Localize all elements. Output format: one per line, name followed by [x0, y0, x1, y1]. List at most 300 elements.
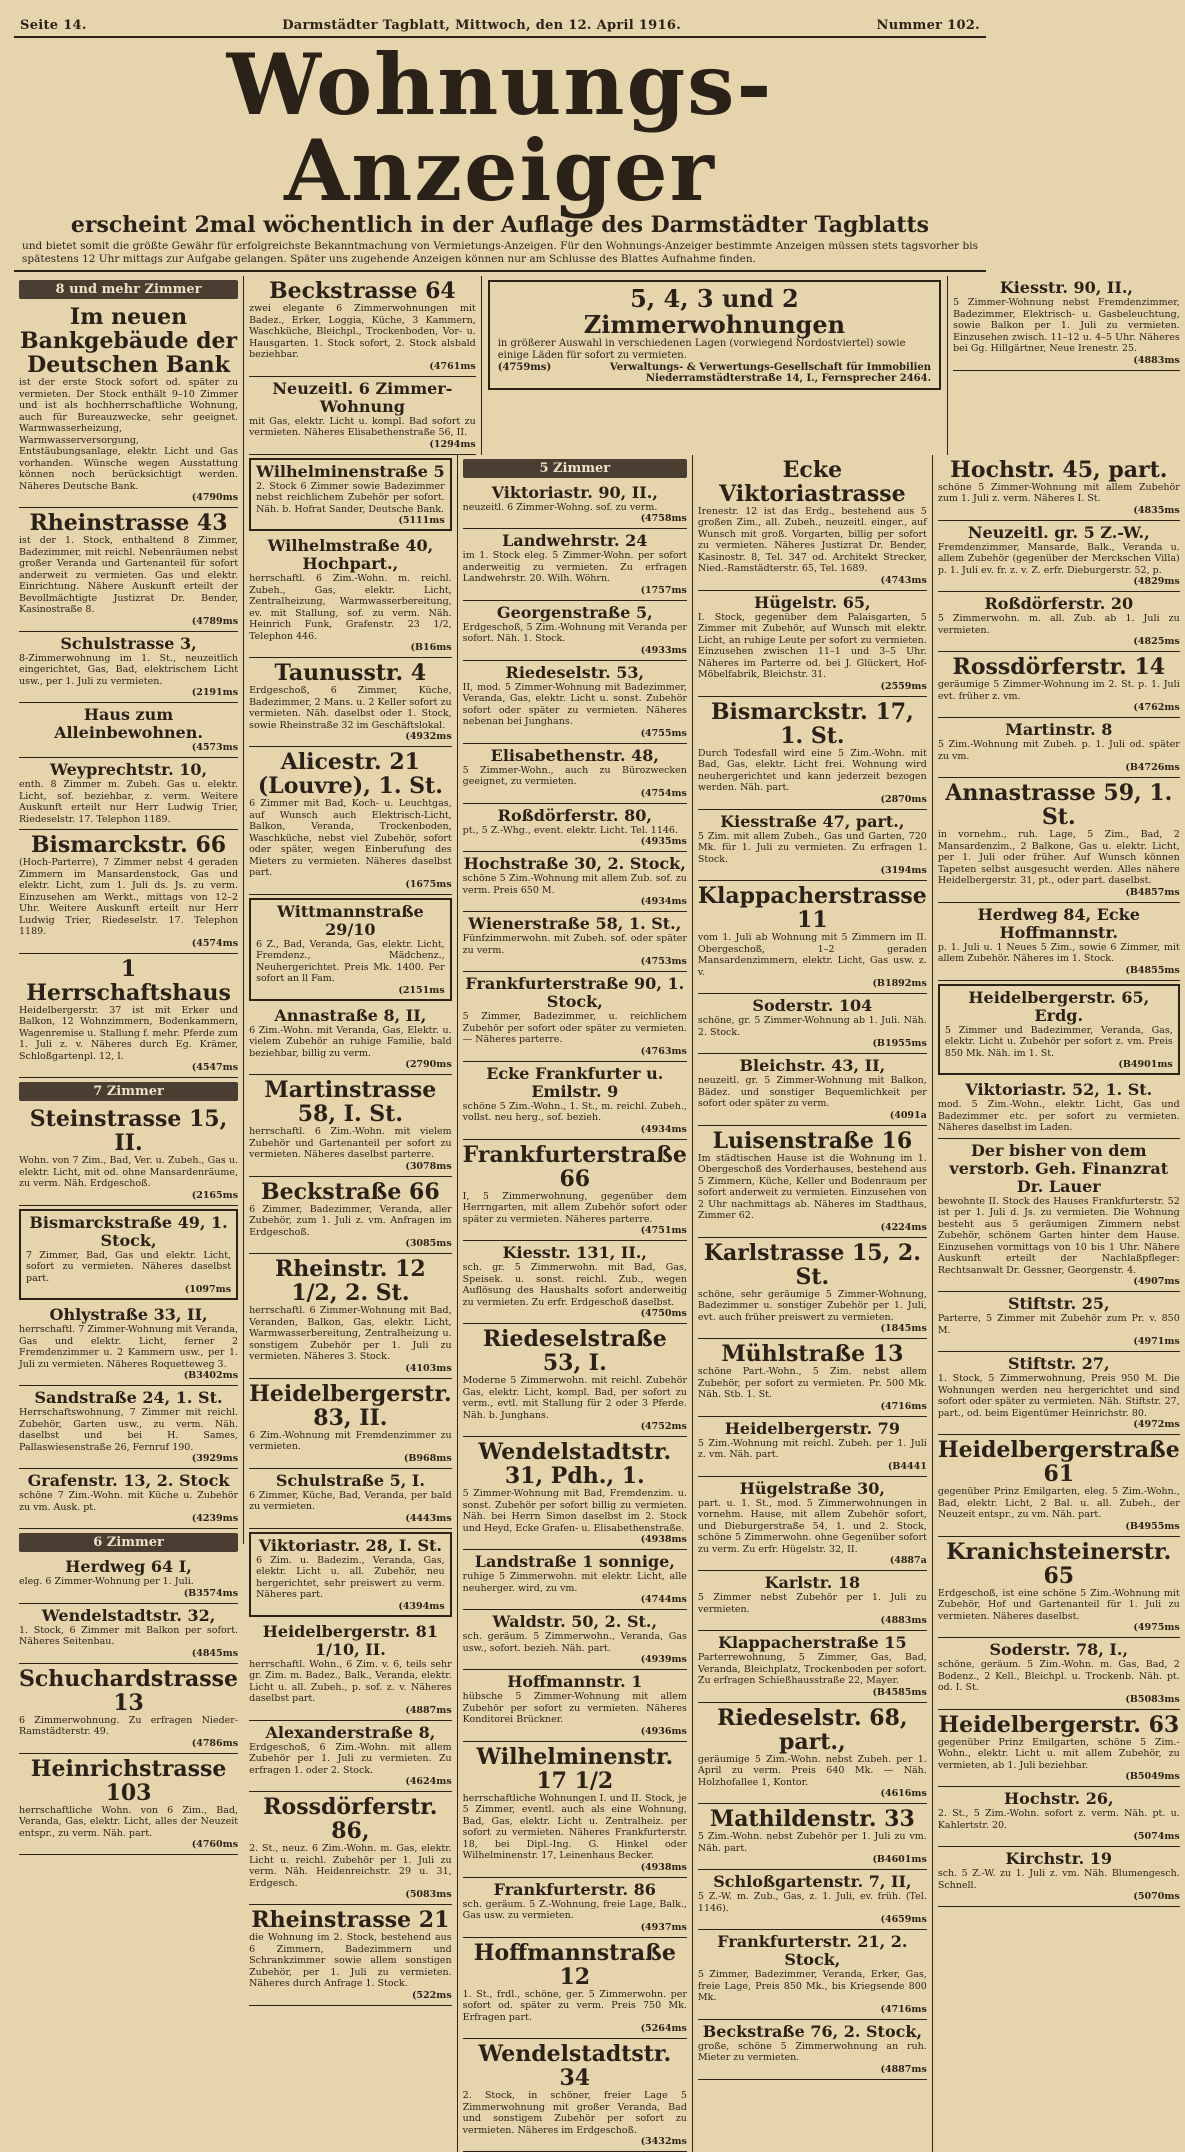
ad-code: (4938ms — [463, 1534, 687, 1545]
classified-ad — [938, 592, 1180, 652]
ad-body: 5 Zimmer nebst Zubehör per 1. Juli zu vermieten. — [698, 1592, 927, 1615]
ad-heading: Martinstr. 8 — [938, 721, 1180, 739]
ad-heading: Hügelstraße 30, — [698, 1480, 927, 1498]
ad-body: schöne, gr. 5 Zimmer-Wohnung ab 1. Juli. Näh. 2. Stock. — [698, 1015, 927, 1038]
classified-ad — [249, 1721, 452, 1793]
ad-heading: Kiesstr. 90, II., — [953, 279, 1180, 297]
banner-code: (4759ms) — [498, 362, 552, 373]
column-2 — [244, 455, 458, 2152]
ad-heading: Ohlystraße 33, II, — [19, 1306, 238, 1324]
ad-body: 2. St., neuz. 6 Zim.-Wohn. m. Gas, elektr. Licht u. reichl. Zubehör per 1. Juli zu verm. Näh. Heidenreichstr. 29 u. 31, Erdgesch. — [249, 1843, 452, 1889]
ad-heading: Im neuen Bankgebäude der Deutschen Bank — [19, 305, 238, 377]
ad-heading: Georgenstraße 5, — [463, 604, 687, 622]
ad-body: enth. 8 Zimmer m. Zubeh. Gas u. elektr. Licht, sof. beziehbar, z. verm. Weitere Auskunft erteilt nur Herr Ludwig Trier, Riedeselstr. 17. Telephon 1189. — [19, 779, 238, 825]
ad-heading: Frankfurterstraße 66 — [463, 1143, 687, 1191]
ad-code: (2559ms — [698, 681, 927, 692]
right-area — [244, 276, 1185, 1544]
ad-heading: Bismarckstraße 49, 1. Stock, — [26, 1214, 231, 1250]
ad-body: Erdgeschoß, 5 Zim.-Wohnung mit Veranda per sofort. Näh. 1. Stock. — [463, 622, 687, 645]
ad-body: 6 Zimmerwohnung. Zu erfragen Nieder-Ramstädterstr. 49. — [19, 1715, 238, 1738]
ad-heading: 1 Herrschaftshaus — [19, 957, 238, 1005]
classified-ad — [249, 658, 452, 747]
classified-ad — [19, 1604, 238, 1664]
classified-ad — [463, 1938, 687, 2040]
ad-code: (B968ms — [249, 1453, 452, 1464]
ad-body: ist der erste Stock sofort od. später zu vermieten. Der Stock enthält 9–10 Zimmer und ist als hochherrschaftliche Wohnung, auch für Bureauzwecke, sehr geeignet. Warmwasserheizung, Warmwasserversorgung, Entstäubungsanlage, elektr. Licht und Gas vorhanden. Wünsche wegen Ausstattung können noch berücksichtigt werden. Näheres Deutsche Bank. — [19, 377, 238, 492]
banner-company: Verwaltungs- & Verwertungs-Gesellschaft für Immobilien — [610, 362, 931, 373]
ad-code: (4887ms — [249, 1705, 452, 1716]
classified-ad — [463, 912, 687, 972]
classified-ad — [938, 778, 1180, 903]
classified-ad — [698, 994, 927, 1054]
ad-heading: Schulstraße 5, I. — [249, 1472, 452, 1490]
ad-heading: Beckstraße 76, 2. Stock, — [698, 2023, 927, 2041]
ad-heading: Neuzeitl. gr. 5 Z.-W., — [938, 524, 1180, 542]
classified-ad — [938, 521, 1180, 593]
ad-body: vom 1. Juli ab Wohnung mit 5 Zimmern im II. Obergeschoß, 1–2 geraden Mansardenzimmern, elektr. Licht, Gas usw. z. v. — [698, 932, 927, 978]
ad-heading: Heidelbergerstr. 79 — [698, 1420, 927, 1438]
ad-heading: Wilhelmstraße 40, Hochpart., — [249, 537, 452, 573]
ad-code: (B4855ms — [938, 965, 1180, 976]
ad-body: I, 5 Zimmerwohnung, gegenüber dem Herrngarten, mit allem Zubehör sofort oder später zu vermieten. Näheres parterre. — [463, 1191, 687, 1226]
ad-code: (4934ms — [463, 1124, 687, 1135]
classified-ad — [938, 718, 1180, 778]
ad-code: (4763ms — [463, 1046, 687, 1057]
ad-code: (4752ms — [463, 1421, 687, 1432]
issue-number: Nummer 102. — [877, 18, 980, 33]
classified-ad — [19, 1303, 238, 1386]
classified-ad — [463, 1878, 687, 1938]
ad-body: (Hoch-Parterre), 7 Zimmer nebst 4 geraden Zimmern im Mansardenstock, Gas und elektr. Licht, zum 1. Juli ds. Js. zu verm. Einzusehen am Werkt., mittags von 12–2 Uhr. Weitere Auskunft erteilt nur Herr Ludwig Trier, Riedeselstr. 17. Telephon 1189. — [19, 857, 238, 938]
ad-code: (4239ms — [19, 1513, 238, 1524]
ad-heading: Beckstrasse 64 — [249, 279, 476, 303]
classified-ad — [463, 1437, 687, 1550]
ad-body: 5 Zimmer-Wohnung nebst Fremdenzimmer, Badezimmer, Elektrisch- u. Gasbeleuchtung, sowie Balkon per 1. Juli zu vermieten. Einzusehen zwisch. 11–12 u. 4–5 Uhr. Näheres bei Gg. Hillgärtner, Neue Irenestr. 25. — [953, 297, 1180, 355]
ad-code: (4789ms — [19, 616, 238, 627]
ad-body: Parterrewohnung, 5 Zimmer, Gas, Bad, Veranda, Bleichplatz, Trockenboden per sofort. Zu erfragen Schießhausstraße 22, Mayer. — [698, 1652, 927, 1687]
classified-ad — [19, 508, 238, 632]
classified-ad — [463, 601, 687, 661]
ad-code: (B4857ms — [938, 887, 1180, 898]
banner-title: 5, 4, 3 und 2 Zimmerwohnungen — [498, 286, 931, 338]
ad-code: (4750ms — [463, 1308, 687, 1319]
ad-body: I. Stock, gegenüber dem Palaisgarten, 5 Zimmer mit Zubehör, auf Wunsch mit elektr. Licht, an ruhige Leute per sofort zu vermieten. Einzusehen zwischen 11–1 und 3–5 Uhr. Näheres im Parterre od. bei J. Glückert, Hof-Möbelfabrik, Bleichstr. 31. — [698, 612, 927, 681]
ad-code: (4887a — [698, 1555, 927, 1566]
ad-heading: Hochstraße 30, 2. Stock, — [463, 855, 687, 873]
classified-ad — [249, 458, 452, 532]
ad-code: (B4955ms — [938, 1521, 1180, 1532]
ad-body: im 1. Stock eleg. 5 Zimmer-Wohn. per sofort anderweitig zu vermieten. Zu erfragen Landwehrstr. 20. Wilh. Wöhrn. — [463, 550, 687, 585]
classified-ad — [938, 1435, 1180, 1537]
ad-heading: Grafenstr. 13, 2. Stock — [19, 1472, 238, 1490]
classified-ad — [698, 591, 927, 697]
classified-ad — [698, 1703, 927, 1805]
classified-ad — [249, 1177, 452, 1255]
ad-body: 5 Zimmer, Badezimmer, Veranda, Erker, Gas, freie Lage, Preis 850 Mk., bis Kriegsende 800 Mk. — [698, 1969, 927, 2004]
classified-ad — [698, 697, 927, 810]
ad-code: (4972ms — [938, 1419, 1180, 1430]
ad-heading: Taunusstr. 4 — [249, 661, 452, 685]
ad-code: (4932ms — [249, 731, 452, 742]
ad-code: (4936ms — [463, 1726, 687, 1737]
ad-code: (2151ms — [256, 985, 445, 996]
ad-heading: Karlstr. 18 — [698, 1574, 927, 1592]
ad-body: 8-Zimmerwohnung im 1. St., neuzeitlich eingerichtet, Gas, Bad, elektrischem Licht usw., per 1. Juli zu vermieten. — [19, 653, 238, 688]
classified-ad — [463, 1610, 687, 1670]
ad-code: (1845ms — [698, 1323, 927, 1334]
ad-body: herrschaftl. 6 Zimmer-Wohnung mit Bad, Veranden, Balkon, Gas, elektr. Licht, Warmwasserbereitung, Zentralheizung u. sonstigem Zubehör per 1. Juli zu vermieten. Näheres 3. Stock. — [249, 1305, 452, 1363]
classified-ad — [249, 1532, 452, 1617]
ad-code: (4762ms — [938, 702, 1180, 713]
ad-body: mod. 5 Zim.-Wohn., elektr. Licht, Gas und Badezimmer etc. per sofort zu vermieten. Näheres daselbst im Laden. — [938, 1099, 1180, 1134]
ad-heading: Hochstr. 26, — [938, 1790, 1180, 1808]
classified-ad — [938, 1292, 1180, 1352]
ad-body: 2. Stock, in schöner, freier Lage 5 Zimmerwohnung mit großer Veranda, Bad und sonstigem Zubehör per sofort zu vermieten. Näheres im Erdgeschoß. — [463, 2090, 687, 2136]
ad-body: Heidelbergerstr. 37 ist mit Erker und Balkon, 12 Wohnzimmern, Bodenkammern, Wagenremise u. Stallung f. mehr. Pferde zum 1. Juli z. v. Näheres durch Eg. Krämer, Schloßgartenpl. 12, I. — [19, 1005, 238, 1063]
ad-code: (3194ms — [698, 865, 927, 876]
ad-body: 1. St., frdl., schöne, ger. 5 Zimmerwohn. per sofort od. später zu verm. Preis 750 Mk. Erfragen part. — [463, 1989, 687, 2024]
classified-ad — [249, 377, 476, 455]
ad-body: 5 Zimmer, Badezimmer, u. reichlichem Zubehör per sofort oder später zu vermieten. — Näheres parterre. — [463, 1011, 687, 1046]
banner-company-row — [498, 362, 931, 373]
classified-ad — [698, 1804, 927, 1870]
ad-body: part. u. 1. St., mod. 5 Zimmerwohnungen in vornehm. Hause, mit allem Zubehör sofort, und Dieburgerstraße 54, 1. und 2. Stock, schöne 5 Zimmerwohn. ohne Gegenüber sofort zu verm. Zu erfr. Hügelstr. 32, II. — [698, 1498, 927, 1556]
masthead-intro: und bietet somit die größte Gewähr für erfolgreichste Bekanntmachung von Vermietungs-Anzeigen. Für den Wohnungs-Anzeiger bestimmte Anzeigen müssen stets tagsvorher bis spätestens 12 Uhr mittags zur Aufgabe gelangen. Später uns zugehende Anzeigen können nur am Schlusse des Blattes Aufnahme finden. — [14, 238, 986, 272]
ad-body: 6 Z., Bad, Veranda, Gas, elektr. Licht, Fremdenz., Mädchenz., Neuhergerichtet. Preis Mk. 1400. Per sofort an ll Fam. — [256, 939, 445, 985]
ad-code: (522ms — [249, 1990, 452, 2001]
classified-ad — [698, 1631, 927, 1703]
classified-ad — [463, 1550, 687, 1610]
ad-body: eleg. 6 Zimmer-Wohnung per 1. Juli. — [19, 1576, 238, 1588]
ad-code: (4937ms — [463, 1922, 687, 1933]
ad-body: 2. Stock 6 Zimmer sowie Badezimmer nebst reichlichem Zubehör per sofort. Näh. b. Hofrat Sander, Deutsche Bank. — [256, 481, 445, 516]
ad-heading: Steinstrasse 15, II. — [19, 1107, 238, 1155]
ad-body: Erdgeschoß, 6 Zimmer, Küche, Badezimmer, 2 Mans. u. 2 Keller sofort zu vermieten. Näh. daselbst oder 1. Stock, sowie Rheinstraße 32 im Geschäftslokal. — [249, 685, 452, 731]
ad-code: (5074ms — [938, 1831, 1180, 1842]
ad-heading: Wilhelminenstr. 17 1/2 — [463, 1745, 687, 1793]
ad-code: (B3402ms — [19, 1370, 238, 1381]
ad-heading: Elisabethenstr. 48, — [463, 747, 687, 765]
ad-heading: Frankfurterstraße 90, 1. Stock, — [463, 975, 687, 1011]
ad-heading: Riedeselstraße 53, I. — [463, 1327, 687, 1375]
ad-code: (5111ms — [256, 515, 445, 526]
ad-code: (B4441 — [698, 1461, 927, 1472]
classified-ad — [698, 1870, 927, 1930]
ad-heading: Kranichsteinerstr. 65 — [938, 1540, 1180, 1588]
ad-heading: Ecke Viktoriastrasse — [698, 458, 927, 506]
ad-code: (2870ms — [698, 794, 927, 805]
classified-ad — [698, 1930, 927, 2020]
ad-code: (2165ms — [19, 1190, 238, 1201]
ad-heading: Wendelstadtstr. 31, Pdh., 1. — [463, 1440, 687, 1488]
ad-heading: Sandstraße 24, 1. St. — [19, 1389, 238, 1407]
header-line — [14, 10, 986, 38]
ad-body: herrschaftl. 6 Zim.-Wohn. m. reichl. Zubeh., Gas, elektr. Licht, Zentralheizung, Warmwasserbereitung, ev. mit Stallung, sof. zu verm. Näh. Heinrich Funk, Grafenstr. 23 1/2, Telephon 446. — [249, 573, 452, 642]
ad-body: Erdgeschoß, ist eine schöne 5 Zim.-Wohnung mit Zubehör, Hof und Gartenanteil für 1. Juli zu vermieten. Näheres daselbst. — [938, 1588, 1180, 1623]
ad-body: sch. geräum. 5 Zimmerwohn., Veranda, Gas usw., sofort. bezieh. Näh. part. — [463, 1631, 687, 1654]
classified-ad — [19, 1555, 238, 1604]
classified-ad — [463, 1742, 687, 1878]
classified-ad — [463, 972, 687, 1062]
masthead-subtitle: erscheint 2mal wöchentlich in der Auflage des Darmstädter Tagblatts — [14, 212, 986, 238]
ad-heading: Soderstr. 104 — [698, 997, 927, 1015]
classified-ad — [463, 2039, 687, 2152]
ad-body: ruhige 5 Zimmerwohn. mit elektr. Licht, alle neuherger. wird, zu vm. — [463, 1571, 687, 1594]
ad-body: in vornehm., ruh. Lage, 5 Zim., Bad, 2 Mansardenzim., 2 Balkone, Gas u. elektr. Licht, per 1. Juli oder früher. Auf Wunsch können Tapeten selbst ausgesucht werden. Alles nähere Heidelbergerstr. 31, pt., oder part. daselbst. — [938, 829, 1180, 887]
ad-body: 6 Zim.-Wohnung mit Fremdenzimmer zu vermieten. — [249, 1430, 452, 1453]
column-3 — [458, 455, 693, 2152]
classified-ad — [249, 1905, 452, 2006]
classified-ad — [938, 1078, 1180, 1139]
ad-heading: Heidelbergerstraße 61 — [938, 1438, 1180, 1486]
classified-ad — [19, 1754, 238, 1856]
ad-heading: Stiftstr. 27, — [938, 1355, 1180, 1373]
ad-heading: Rheinstrasse 21 — [249, 1908, 452, 1932]
ad-code: (B4585ms — [698, 1687, 927, 1698]
ad-body: 5 Zimmerwohn. m. all. Zub. ab 1. Juli zu vermieten. — [938, 613, 1180, 636]
classified-ad — [938, 1787, 1180, 1847]
ad-body: herrschaftl. 7 Zimmer-Wohnung mit Veranda, Gas und elektr. Licht, ferner 2 Fremdenzimmer u. 2 Kammern usw., per 1. Juli zu vermieten. Näheres Roquetteweg 3. — [19, 1324, 238, 1370]
ad-heading: Wittmannstraße 29/10 — [256, 903, 445, 939]
masthead-title: Wohnungs-Anzeiger — [14, 42, 986, 214]
classified-ad — [938, 1537, 1180, 1639]
ad-body: schöne 5 Zim.-Wohnung mit allem Zub. sof. zu verm. Preis 650 M. — [463, 873, 687, 896]
banner-address: Niederramstädterstraße 14, I., Fernsprecher 2464. — [498, 373, 931, 384]
ad-body: geräumige 5 Zimmer-Wohnung im 2. St. p. 1. Juli evt. früher z. vm. — [938, 679, 1180, 702]
ad-body: schöne 7 Zim.-Wohn. mit Küche u. Zubehör zu vm. Ausk. pt. — [19, 1490, 238, 1513]
ad-heading: Viktoriastr. 28, I. St. — [256, 1537, 445, 1555]
ad-code: (4786ms — [19, 1738, 238, 1749]
ad-code: (B16ms — [249, 642, 452, 653]
ad-heading: Viktoriastr. 52, 1. St. — [938, 1081, 1180, 1099]
ad-body: 5 Zim.-Wohnung mit Zubeh. p. 1. Juli od. später zu vm. — [938, 739, 1180, 762]
dateline: Darmstädter Tagblatt, Mittwoch, den 12. April 1916. — [282, 18, 681, 33]
ad-heading: Heidelbergerstr. 81 1/10, II. — [249, 1623, 452, 1659]
ad-heading: Mathildenstr. 33 — [698, 1807, 927, 1831]
ad-heading: Hoffmannstr. 1 — [463, 1673, 687, 1691]
classified-ad — [249, 1075, 452, 1177]
ad-heading: Schulstrasse 3, — [19, 635, 238, 653]
classified-ad — [19, 703, 238, 758]
ad-body: Fremdenzimmer, Mansarde, Balk., Veranda u. allem Zubehör (gegenüber der Merckschen Villa) p. 1. Juli ev. fr. z. v. Z. erfr. Dieburgerstr. 52, p. — [938, 542, 1180, 577]
ad-body: herrschaftliche Wohn. von 6 Zim., Bad, Veranda, Gas, elektr. Licht, alles der Neuzeit entspr., zu verm. Näh. part. — [19, 1805, 238, 1840]
ad-heading: Wendelstadtstr. 34 — [463, 2042, 687, 2090]
ad-body: zwei elegante 6 Zimmerwohnungen mit Badez., Erker, Loggia, Küche, 3 Kammern, Waschküche, Bleichpl., Trockenboden, Vor- u. Hausgarten. 1. Stock sofort, 2. Stock alsbald beziehbar. — [249, 303, 476, 361]
ad-code: (4394ms — [256, 1601, 445, 1612]
classified-ad — [19, 1664, 238, 1754]
classified-ad — [19, 954, 238, 1079]
ad-body: 6 Zim. u. Badezim., Veranda, Gas, elektr. Licht u. all. Zubehör, neu hergerichtet, sehr preiswert zu verm. Näheres part. — [256, 1555, 445, 1601]
ad-code: (2191ms — [19, 687, 238, 698]
ad-body: Parterre, 5 Zimmer mit Zubehör zum Pr. v. 850 M. — [938, 1313, 1180, 1336]
ad-code: (3929ms — [19, 1453, 238, 1464]
classified-ad — [19, 632, 238, 704]
classified-ad — [463, 481, 687, 530]
ad-body: p. 1. Juli u. 1 Neues 5 Zim., sowie 6 Zimmer, mit allem Zubehör. Näheres im 1. Stock. — [938, 942, 1180, 965]
ad-heading: Alexanderstraße 8, — [249, 1724, 452, 1742]
ad-body: große, schöne 5 Zimmerwohnung an ruh. Mieter zu vermieten. — [698, 2041, 927, 2064]
classified-ad — [249, 1469, 452, 1529]
ad-heading: Riedeselstr. 68, part., — [698, 1706, 927, 1754]
ad-body: gegenüber Prinz Emilgarten, schöne 5 Zim.-Wohn., elektr. Licht u. mit allem Zubehör, zu vermieten, ab 1. Juli beziehbar. — [938, 1737, 1180, 1772]
ad-code: (4845ms — [19, 1648, 238, 1659]
ad-code: (4887ms — [698, 2064, 927, 2075]
ad-body: sch. 5 Z.-W. zu 1. Juli z. vm. Näh. Blumengesch. Schnell. — [938, 1868, 1180, 1891]
ad-code: (4754ms — [463, 788, 687, 799]
ad-code: (4743ms — [698, 575, 927, 586]
classified-ad — [19, 1209, 238, 1301]
ad-body: sch. geräum. 5 Z.-Wohnung, freie Lage, Balk., Gas usw. zu vermieten. — [463, 1899, 687, 1922]
ad-code: (4758ms — [463, 513, 687, 524]
ad-code: (B4601ms — [698, 1854, 927, 1865]
ad-body: 6 Zim.-Wohn. mit Veranda, Gas, Elektr. u. vielem Zubehör an ruhige Familie, bald beziehbar, billig zu verm. — [249, 1025, 452, 1060]
ad-heading: Annastraße 8, II, — [249, 1007, 452, 1025]
ad-heading: Bismarckstr. 66 — [19, 833, 238, 857]
ad-heading: Wilhelminenstraße 5 — [256, 463, 445, 481]
ad-code: (4573ms — [19, 742, 238, 753]
ad-code: (4883ms — [953, 355, 1180, 366]
ad-code: (4744ms — [463, 1594, 687, 1605]
classified-ad — [249, 1379, 452, 1469]
column-5 — [933, 455, 1185, 2152]
ad-body: 7 Zimmer, Bad, Gas und elektr. Licht, sofort zu vermieten. Näheres daselbst part. — [26, 1250, 231, 1285]
ad-heading: Waldstr. 50, 2. St., — [463, 1613, 687, 1631]
classified-ad — [249, 898, 452, 1001]
ad-body: herrschaftliche Wohnungen I. und II. Stock, je 5 Zimmer, eventl. auch als eine Wohnung, Bad, Gas, elektr. Licht u. Zentralheiz. per sofort zu vermieten. Näheres Frankfurterstr. 18, bei Dipl.-Ing. G. Hinkel oder Wilhelminenstr. 17, Leinenhaus Becker. — [463, 1793, 687, 1862]
ad-heading: Roßdörferstr. 20 — [938, 595, 1180, 613]
ad-code: (4616ms — [698, 1788, 927, 1799]
ad-heading: Wendelstadtstr. 32, — [19, 1607, 238, 1625]
ad-code: (1294ms — [249, 439, 476, 450]
classified-ad — [698, 1126, 927, 1238]
classified-ad — [938, 1638, 1180, 1710]
newspaper-page — [14, 10, 986, 1510]
classified-ad — [698, 1417, 927, 1477]
classified-ad — [19, 1469, 238, 1529]
ad-heading: Schloßgartenstr. 7, II, — [698, 1873, 927, 1891]
ad-body: Fünfzimmerwohn. mit Zubeh. sof. oder später zu verm. — [463, 933, 687, 956]
ad-code: (3078ms — [249, 1161, 452, 1172]
ad-code: (B4901ms — [945, 1059, 1173, 1070]
ad-body: die Wohnung im 2. Stock, bestehend aus 6 Zimmern, Badezimmern und Schrankzimmer sowie allem sonstigen Zubehör, per 1. Juli zu vermieten. Näheres durch Anfrage 1. Stock. — [249, 1932, 452, 1990]
ad-code: (B1892ms — [698, 978, 927, 989]
classified-ad — [19, 1104, 238, 1206]
ad-code: (5070ms — [938, 1891, 1180, 1902]
ad-body: Moderne 5 Zimmerwohn. mit reichl. Zubehör Gas, elektr. Licht, kompl. Bad, per sofort zu verm., evtl. mit Stallung für 2 oder 3 Pferde. Näh. b. Junghans. — [463, 1375, 687, 1421]
ad-code: (4835ms — [938, 505, 1180, 516]
ad-body: 6 Zimmer, Badezimmer, Veranda, aller Zubehör, zum 1. Juli z. vm. Anfragen im Erdgeschoß. — [249, 1204, 452, 1239]
ad-code: (4091a — [698, 1110, 927, 1121]
ad-heading: Karlstrasse 15, 2. St. — [698, 1241, 927, 1289]
section-5-zimmer: 5 Zimmer — [463, 459, 687, 478]
ad-heading: Klappacherstrasse 11 — [698, 884, 927, 932]
ad-code: (B1955ms — [698, 1038, 927, 1049]
section-8-zimmer: 8 und mehr Zimmer — [19, 280, 238, 299]
ad-code: (2790ms — [249, 1059, 452, 1070]
ad-code: (4753ms — [463, 956, 687, 967]
ad-body: schöne, sehr geräumige 5 Zimmer-Wohnung, Badezimmer u. sonstiger Zubehör per 1. Juli, evt. auch früher preiswert zu vermieten. — [698, 1289, 927, 1324]
ad-code: (4443ms — [249, 1513, 452, 1524]
ad-heading: Viktoriastr. 90, II., — [463, 484, 687, 502]
ad-body: Durch Todesfall wird eine 5 Zim.-Wohn. mit Bad, Gas, elektr. Licht frei. Wohnung wird neuhergerichtet und kann jederzeit bezogen werden. Näh. part. — [698, 748, 927, 794]
classified-ad — [698, 810, 927, 882]
ad-body: 1. Stock, 5 Zimmerwohnung, Preis 950 M. Die Wohnungen werden neu hergerichtet und sind sofort oder später zu vermieten. Näh. Stiftstr. 27, part., od. beim Eigentümer Heinrichstr. 80. — [938, 1373, 1180, 1419]
classified-ad — [698, 1339, 927, 1417]
classified-ad — [249, 534, 452, 658]
ad-code: (4975ms — [938, 1622, 1180, 1633]
ad-heading: Hügelstr. 65, — [698, 594, 927, 612]
ad-body: pt., 5 Z.-Whg., event. elektr. Licht. Tel. 1146. — [463, 825, 687, 837]
column-5-top — [947, 276, 1185, 455]
ad-code: (4829ms — [938, 576, 1180, 587]
classified-ad — [938, 984, 1180, 1076]
ad-body: 5 Zim.-Wohnung mit reichl. Zubeh. per 1. Juli z. vm. Näh. part. — [698, 1438, 927, 1461]
classified-ad — [698, 455, 927, 591]
classified-ad — [463, 852, 687, 912]
ad-heading: Rheinstr. 12 1/2, 2. St. — [249, 1257, 452, 1305]
ad-heading: Rheinstrasse 43 — [19, 511, 238, 535]
classified-ad — [19, 1386, 238, 1469]
ad-body: Wohn. von 7 Zim., Bad, Ver. u. Zubeh., Gas u. elektr. Licht, mit od. ohne Mansardenräume, zu verm. Näh. Erdgeschoß. — [19, 1155, 238, 1190]
ad-code: (5264ms — [463, 2023, 687, 2034]
ad-heading: Schuchardstrasse 13 — [19, 1667, 238, 1715]
classified-ad — [463, 1062, 687, 1140]
ad-code: (4224ms — [698, 1222, 927, 1233]
ad-code: (4971ms — [938, 1336, 1180, 1347]
ad-code: (4790ms — [19, 492, 238, 503]
ad-heading: Stiftstr. 25, — [938, 1295, 1180, 1313]
ad-body: 5 Zimmer-Wohn., auch zu Bürozwecken geeignet, zu vermieten. — [463, 765, 687, 788]
classified-ad — [938, 1847, 1180, 1907]
ad-code: (4574ms — [19, 938, 238, 949]
ad-heading: Roßdörferstr. 80, — [463, 807, 687, 825]
ad-code: (4624ms — [249, 1776, 452, 1787]
ad-body: 5 Z.-W. m. Zub., Gas, z. 1. Juli, ev. früh. (Tel. 1146). — [698, 1891, 927, 1914]
ad-heading: Neuzeitl. 6 Zimmer-Wohnung — [249, 380, 476, 416]
classified-ad — [249, 1254, 452, 1379]
ad-heading: Heidelbergerstr. 83, II. — [249, 1382, 452, 1430]
ad-body: schöne 5 Zimmer-Wohnung mit allem Zubehör zum 1. Juli z. verm. Näheres I. St. — [938, 482, 1180, 505]
ad-heading: Rossdörferstr. 86, — [249, 1795, 452, 1843]
ad-body: 5 Zimmer und Badezimmer, Veranda, Gas, elektr. Licht u. Zubehör per sofort z. vm. Preis 850 Mk. Näh. im 1. St. — [945, 1025, 1173, 1060]
classified-ad — [938, 455, 1180, 521]
ad-heading: Heinrichstrasse 103 — [19, 1757, 238, 1805]
classified-ad — [19, 302, 238, 508]
ad-body: 1. Stock, 6 Zimmer mit Balkon per sofort. Näheres Seitenbau. — [19, 1625, 238, 1648]
ad-code: (B5083ms — [938, 1694, 1180, 1705]
ad-body: Herrschaftswohnung, 7 Zimmer mit reichl. Zubehör, Garten usw., zu verm. Näh. daselbst und bei H. Sames, Pallaswiesenstraße 26, Fernruf 190. — [19, 1407, 238, 1453]
ad-heading: Hoffmannstraße 12 — [463, 1941, 687, 1989]
ad-body: gegenüber Prinz Emilgarten, eleg. 5 Zim.-Wohn., Bad, elektr. Licht, 2 Bal. u. all. Zubeh., der Neuzeit entspr., zu vm. Näh. part. — [938, 1486, 1180, 1521]
classified-ad — [463, 1324, 687, 1437]
ad-body: mit Gas, elektr. Licht u. kompl. Bad sofort zu vermieten. Näheres Elisabethenstraße 56, II. — [249, 416, 476, 439]
ad-body: hübsche 5 Zimmer-Wohnung mit allem Zubehör per sofort zu vermieten. Näheres Konditorei Brückner. — [463, 1691, 687, 1726]
classified-ad — [19, 830, 238, 954]
ad-code: (5083ms — [249, 1889, 452, 1900]
classified-ad — [938, 1352, 1180, 1435]
classified-ad — [463, 661, 687, 744]
ad-code: (4760ms — [19, 1839, 238, 1850]
classified-ad — [698, 1054, 927, 1126]
ad-body: geräumige 5 Zim.-Wohn. nebst Zubeh. per 1. April zu verm. Preis 640 Mk. — Näh. Holzhofallee 1, Kontor. — [698, 1754, 927, 1789]
columns — [14, 272, 986, 1544]
ad-code: (4939ms — [463, 1654, 687, 1665]
section-7-zimmer: 7 Zimmer — [19, 1082, 238, 1101]
ad-heading: Luisenstraße 16 — [698, 1129, 927, 1153]
ad-heading: Bismarckstr. 17, 1. St. — [698, 700, 927, 748]
ad-body: II, mod. 5 Zimmer-Wohnung mit Badezimmer, Veranda, Gas, elektr. Licht u. sonst. Zubehör sofort oder später zu vermieten. Näheres nebenan bei Junghans. — [463, 682, 687, 728]
ad-heading: Heidelbergerstr. 63 — [938, 1713, 1180, 1737]
